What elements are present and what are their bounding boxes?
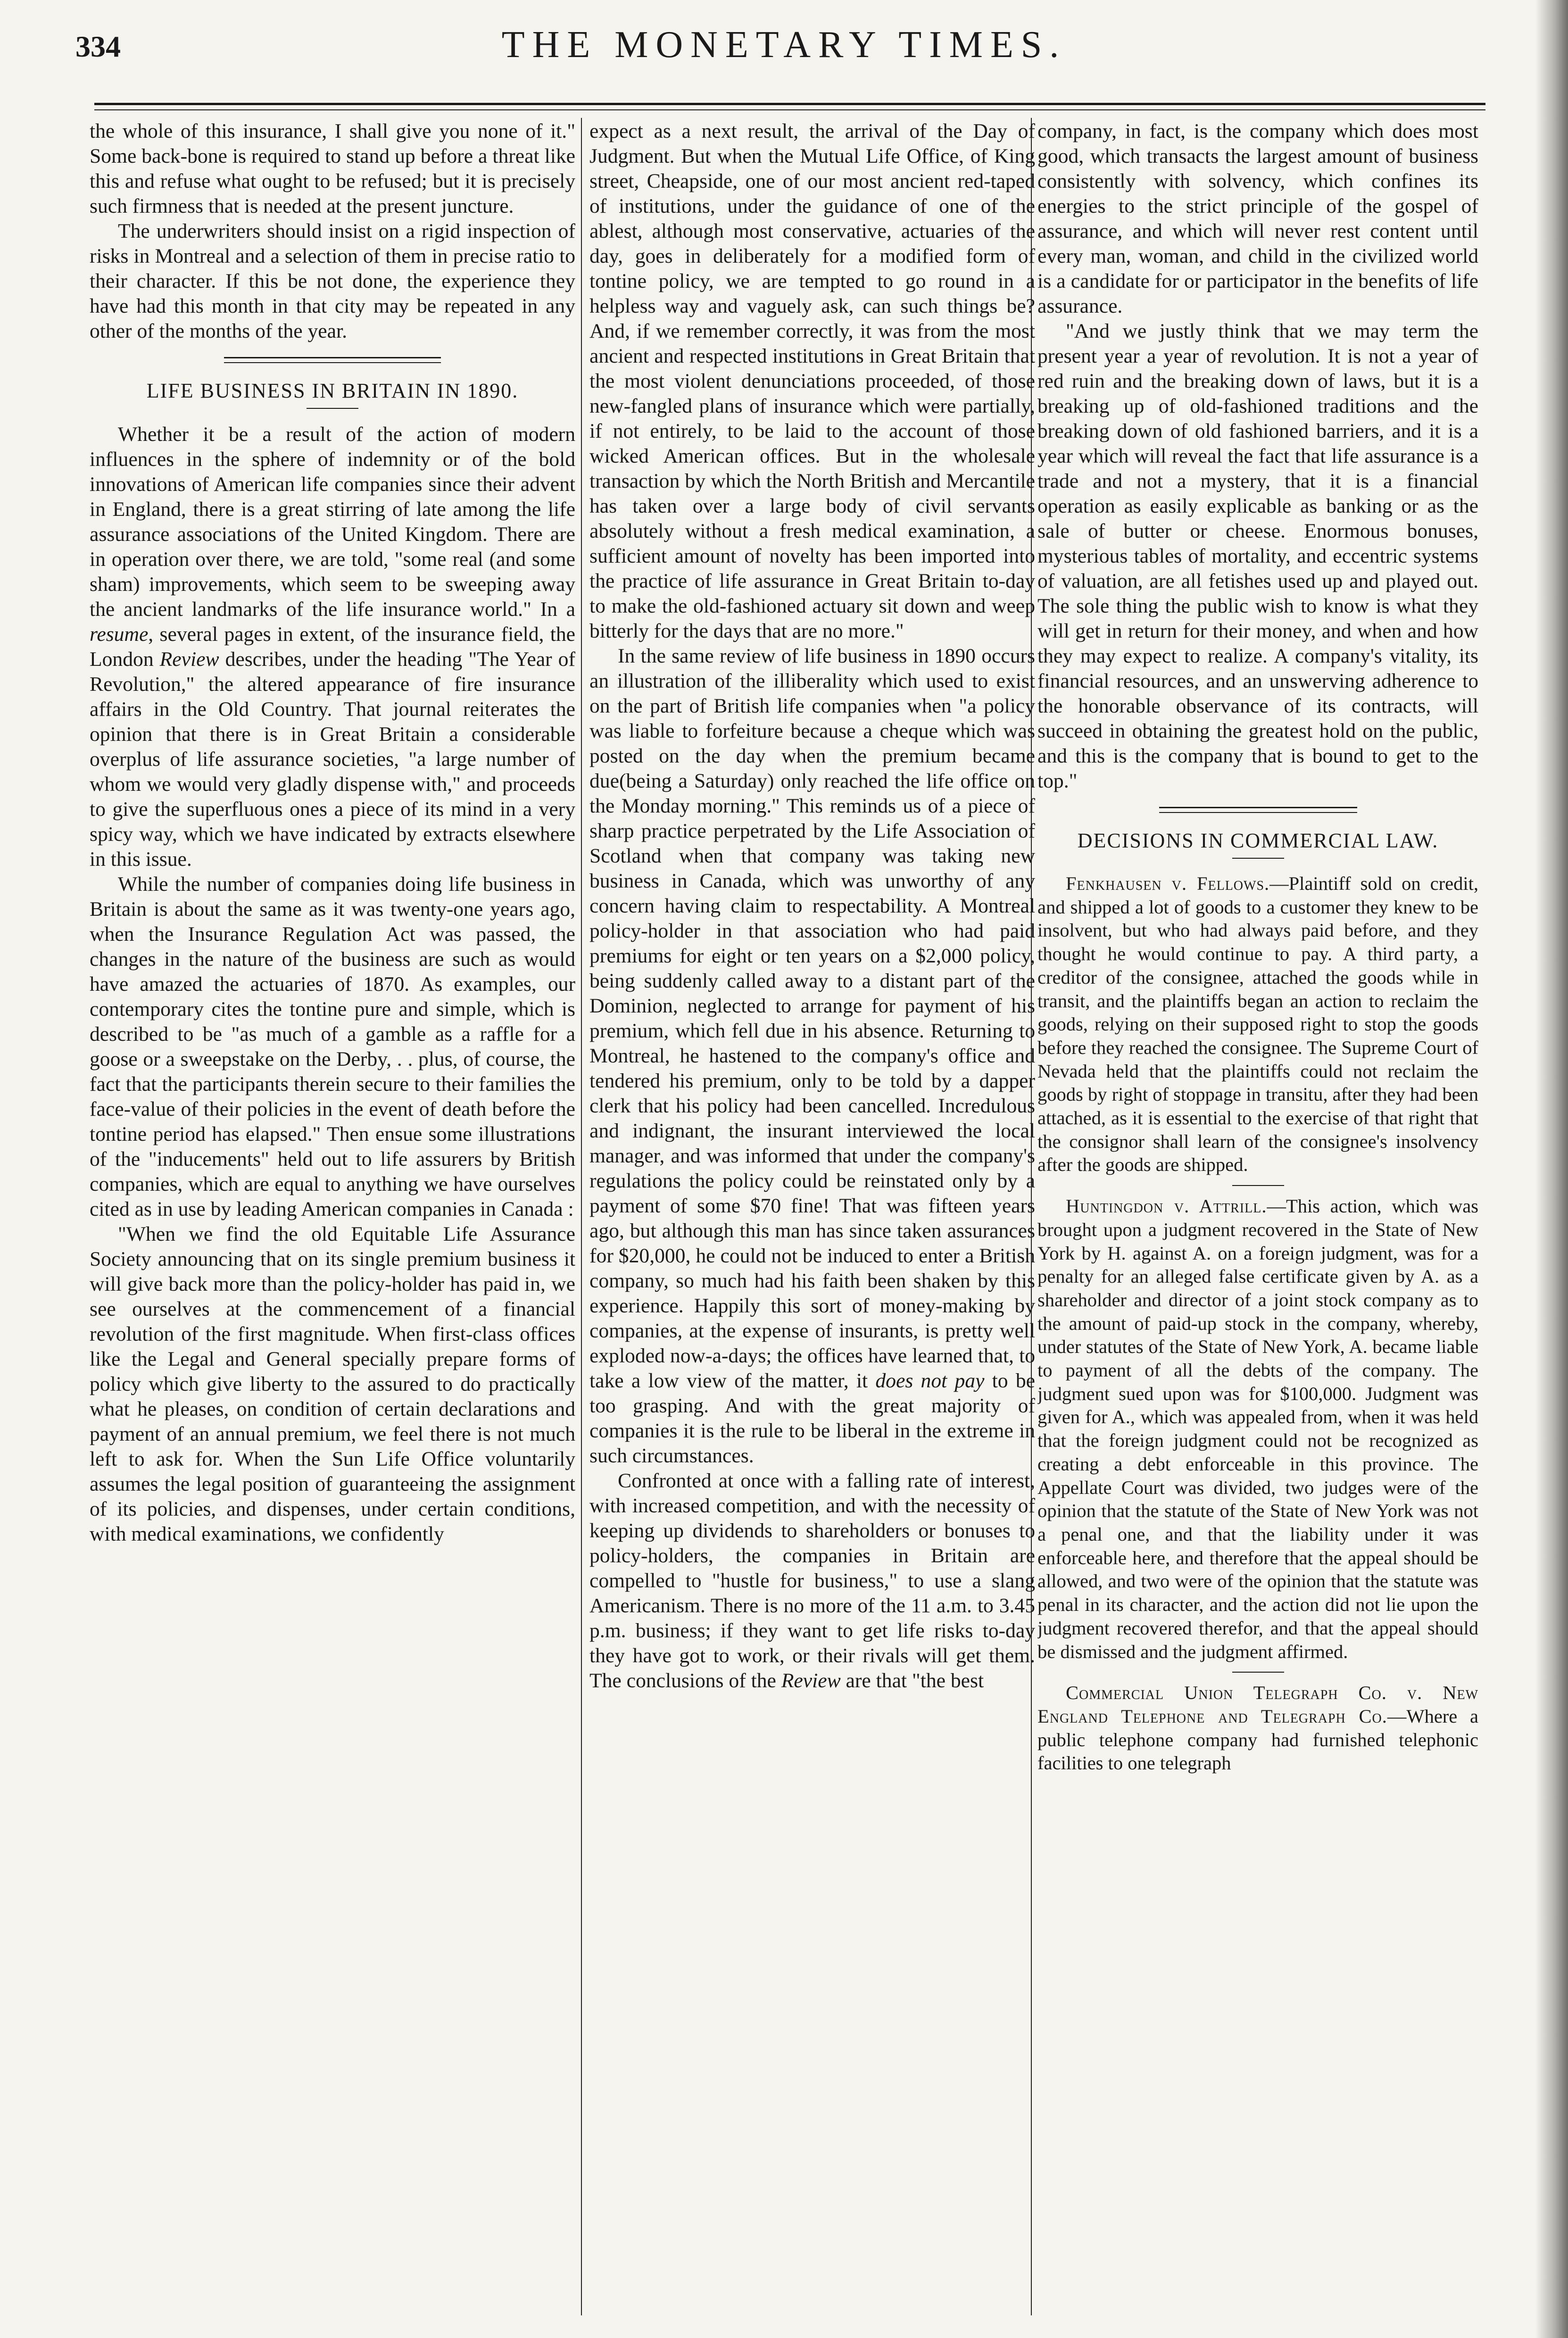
paragraph: expect as a next result, the arrival of the Day of Judgment. But when the Mutual Life Office, of King street, Cheapside, one of our most ancient red-taped of institutions, under the guidance of one of the ablest, although most conservative, actuaries of the day, goes in deliberately for a modified form of tontine policy, we are tempted to go round in a helpless way and vaguely ask, can such things be? And, if we remember correctly, it was from the most ancient and respected institutions in Great Britain that the most violent denunciations proceeded, of those new-fangled plans of insurance which were partially, if not entirely, to be laid to the account of those wicked American offices. But in the wholesale transaction by which the North British and Mercantile has taken over a large body of civil servants absolutely without a fresh medical examination, a sufficient amount of novelty has been imported into the practice of life assurance in Great Britain to-day to make the old-fashioned actuary sit down and weep bitterly for the days that are no more." [589,120,1035,642]
case-rule [1232,1185,1284,1186]
paragraph: Confronted at once with a falling rate of interest, with increased competition, and with the necessity of keeping up dividends to shareholders or bonuses to policy-holders, the companies in Britain are compelled to "hustle for business," to use a slang Americanism. There is no more of the 11 a.m. to 3.45 p.m. business; if they want to get life risks to-day they have got to work, or their rivals will get them. The conclusions of the Review are that "the best [589,1469,1035,1692]
title-rule [307,408,358,409]
case-name: Huntingdon v. Attrill. [1066,1195,1267,1217]
page-number: 334 [75,30,121,63]
case-name: Fenkhausen v. Fellows. [1066,873,1270,894]
paragraph: Whether it be a result of the action of modern influences in the sphere of indemnity or of the bold innovations of American life companies since their advent in England, there is a great stirring of late among the life assurance associations of the United Kingdom. There are in operation over there, we are told, "some real (and some sham) improvements, which seem to be sweeping away the ancient landmarks of the life insurance world." In a resume, several pages in extent, of the insurance field, the London Review describes, under the heading "The Year of Revolution," the altered appearance of fire insurance affairs in the Old Country. That journal reiterates the opinion that there is in Great Britain a considerable overplus of life assurance societies, "a large number of whom we would very gladly dispense with," and proceeds to give the superfluous ones a piece of its mind in a very spicy way, which we have indicated by extracts elsewhere in this issue. [90,423,575,871]
case-rule [1232,1672,1284,1673]
case-name: Commercial Union Telegraph Co. v. New England Telephone and Telegraph Co. [1037,1682,1478,1727]
paragraph: the whole of this insurance, I shall give you none of it." Some back-bone is required to stand up before a threat like this and refuse what ought to be refused; but it is precisely such firmness that is needed at the present juncture. [90,120,575,217]
paragraph: The underwriters should insist on a rigid inspection of risks in Montreal and a selection of them in precise ratio to their character. If this be not done, the experience they have had this month in that city may be repeated in any other of the months of the year. [90,220,575,342]
paragraph: company, in fact, is the company which does most good, which transacts the largest amount of business consistently with solvency, which confines its energies to the strict principle of the gospel of assurance, and which will never rest content until every man, woman, and child in the civilized world is a candidate for or participator in the benefits of life assurance. [1037,120,1478,317]
column-1 [90,119,575,2316]
header-rule-thin [94,109,1485,110]
paragraph: "And we justly think that we may term the present year a year of revolution. It is not a year of red ruin and the breaking down of laws, but it is a breaking up of old-fashioned traditions and the breaking down of old fashioned barriers, and it is a year which will reveal the fact that life assurance is a trade and not a mystery, that it is a financial operation as easily explicable as banking or as the sale of butter or cheese. Enormous bonuses, mysterious tables of mortality, and eccentric systems of valuation, are all fetishes used up and played out. The sole thing the public wish to know is what they will get in return for their money, and when and how they may expect to realize. A company's vitality, its financial resources, and an unswerving adherence to the honorable observance of its contracts, will succeed in obtaining the greatest hold on the public, and this is the company that is bound to get to the top." [1037,320,1478,792]
title-rule [1232,858,1284,859]
column-3 [1037,119,1478,2316]
section-title-life-business: LIFE BUSINESS IN BRITAIN IN 1890. [146,379,519,402]
masthead-title: THE MONETARY TIMES. [501,24,1067,66]
column-2 [589,119,1035,2316]
paragraph: While the number of companies doing life business in Britain is about the same as it was twenty-one years ago, when the Insurance Regulation Act was passed, the changes in the nature of the business are such as would have amazed the actuaries of 1870. As examples, our contemporary cites the tontine pure and simple, which is described to be "as much of a gamble as a raffle for a goose or a sweepstake on the Derby, . . plus, of course, the fact that the participants therein secure to their families the face-value of their policies in the event of death before the tontine period has elapsed." Then ensue some illustrations of the "inducements" held out to life assurers by British companies, which are equal to anything we have ourselves cited as in use by leading American companies in Canada : [90,873,575,1220]
column-divider [581,118,582,2315]
header-rule [94,103,1485,105]
page-edge-shadow [1535,0,1568,2338]
case-paragraph: Huntingdon v. Attrill.—This action, which was brought upon a judgment recovered in the State of New York by H. against A. on a foreign judgment, was for a penalty for an alleged false certificate given by A. as a shareholder and director of a joint stock company as to the amount of paid-up stock in the company, whereby, under statutes of the State of New York, A. became liable to payment of all the debts of the company. The judgment sued upon was for $100,000. Judgment was given for A., which was appealed from, when it was held that the foreign judgment could not be recognized as creating a debt enforceable in this province. The Appellate Court was divided, two judges were of the opinion that the statute of the State of New York was not a penal one, and that the liability under it was enforceable here, and therefore that the appeal should be allowed, and two were of the opinion that the statute was penal in its character, and the action did not lie upon the judgment recovered therefor, and that the appeal should be dismissed and the judgment affirmed. [1037,1195,1478,1662]
section-divider [1159,807,1357,813]
paragraph: "When we find the old Equitable Life Assurance Society announcing that on its single premium business it will give back more than the policy-holder has paid in, we see ourselves at the commencement of a financial revolution of the first magnitude. When first-class offices like the Legal and General specially prepare forms of policy which give liberty to the assured to do practically what he pleases, on condition of certain declarations and payment of an annual premium, we feel there is not much left to ask for. When the Sun Life Office voluntarily assumes the legal position of guaranteeing the assignment of its policies, and dispenses, under certain conditions, with medical examinations, we confidently [90,1223,575,1545]
section-title-decisions: DECISIONS IN COMMERCIAL LAW. [1077,829,1439,852]
paragraph: In the same review of life business in 1890 occurs an illustration of the illiberality which used to exist on the part of British life companies when "a policy was liable to forfeiture because a cheque which was posted on the day when the premium became due(being a Saturday) only reached the life office on the Monday morning." This reminds us of a piece of sharp practice perpetrated by the Life Association of Scotland when that company was taking new business in Canada, which was unworthy of any concern having claim to respectability. A Montreal policy-holder in that association who had paid premiums for eight or ten years on a $2,000 policy, being suddenly called away to a distant part of the Dominion, neglected to arrange for payment of his premium, which fell due in his absence. Returning to Montreal, he hastened to the company's office and tendered his premium, only to be told by a dapper clerk that his policy had been cancelled. Incredulous and indignant, the insurant interviewed the local manager, and was informed that under the company's regulations the policy could be reinstated only by a payment of some $70 fine! That was fifteen years ago, but although this man has since taken assurances for $20,000, he could not be induced to enter a British company, so much had his faith been shaken by this experience. Happily this sort of money-making by companies, at the expense of insurants, is pretty well exploded now-a-days; the offices have learned that, to take a low view of the matter, it does not pay to be too grasping. And with the great majority of companies it is the rule to be liberal in the extreme in such circumstances. [589,645,1035,1467]
case-paragraph: Fenkhausen v. Fellows.—Plaintiff sold on credit, and shipped a lot of goods to a customer they knew to be insolvent, but who had always paid before, and they thought he would continue to pay. A third party, a creditor of the consignee, attached the goods while in transit, and the plaintiffs began an action to reclaim the goods, relying on their supposed right to stop the goods before they reached the consignee. The Supreme Court of Nevada held that the plaintiffs could not reclaim the goods by right of stoppage in transitu, after they had been attached, as it is essential to the exercise of that right that the consignor shall learn of the consignee's insolvency after the goods are shipped. [1037,873,1478,1176]
case-paragraph: Commercial Union Telegraph Co. v. New England Telephone and Telegraph Co.—Where a public telephone company had furnished telephonic facilities to one telegraph [1037,1682,1478,1774]
section-divider [224,357,441,363]
